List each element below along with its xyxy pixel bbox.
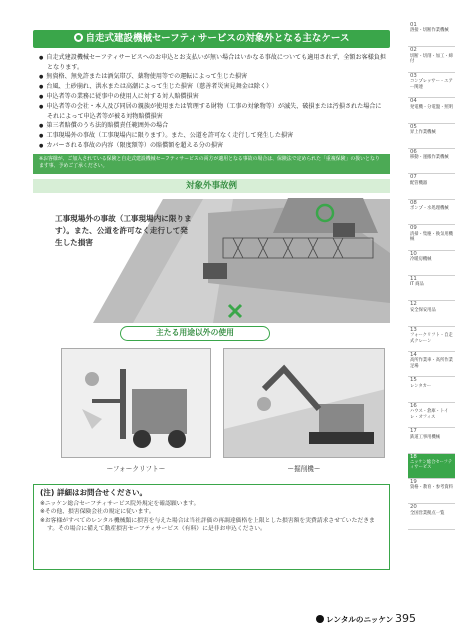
brand-text: レンタルのニッケン [326,615,394,624]
forklift-panel [61,348,211,458]
list-item: ● 無資格、無免許または酒気帯び、薬物使用等での運転によって生じた損害 [39,72,386,82]
list-item: ● 工事現場外の事故（工事現場内に限ります）。また、公道を許可なく走行して発生した損害 [39,131,386,141]
sidebar-item-04[interactable]: 04 発電機・分電盤・照明 [408,98,455,123]
logo-dot-icon [316,615,324,623]
contact-line: ※その他、損害保険会社の規定に従います。 [40,509,155,516]
excavator-label: ー掘削機ー [287,465,321,473]
sidebar-item-13[interactable]: 13 フォークリフト・自走式クレーン [408,327,455,352]
sidebar-item-05[interactable]: 05 昇上作業機械 [408,124,455,149]
sidebar-item-11[interactable]: 11 IT 商品 [408,276,455,301]
sidebar-item-12[interactable]: 12 安全保安用品 [408,301,455,326]
example-caption: 工事現場外の事故（工事現場内に限ります）。また、公道を許可なく走行して発生した損害 [55,214,192,247]
sidebar-item-20[interactable]: 20 全国営業拠点一覧 [408,504,455,529]
excavator-illustration [224,349,385,458]
list-item: ● カバーされる事故の内容（限度額等）の賠償額を超える分の損害 [39,141,386,151]
insurance-note: ※お客様が、ご加入されている保険と自走式建設機械セーフティサービスの両方が適用となる事故の場合は、保険法で定められた「重複保険」の扱いとなります事、予めご了承ください。 [33,154,390,174]
sidebar-item-06[interactable]: 06 移動・運搬作業機械 [408,149,455,174]
sidebar-item-01[interactable]: 01 溶接・切断作業機械 [408,22,455,47]
list-item: ● 自走式建設機械セーフティサービスへのお申込とお支払いが無い場合はいかなる事故についても適用されず、全額お客様負担となります。 [39,53,386,72]
contact-box [33,484,390,570]
contact-line: ※お客様がすべてのレンタル機械類に損害を与えた場合は当社評価の再調達価格を上限とした損害額を実費請求させていただきます。その場合に備えて動産損害セーフティサービス（有料）に是非お申込ください。 [40,517,375,533]
contact-heading: (注) 詳細はお問合せください。 [40,488,147,497]
forklift-illustration [62,349,211,458]
sidebar-item-19[interactable]: 19 資格・教育・参考資料 [408,479,455,504]
sidebar-item-18[interactable]: 18 ニッケン総合セーフティサービス [408,454,455,479]
contact-line: ※ニッケン総合セーフティサービス院外規定を確認願います。 [40,500,200,507]
page-number: 395 [395,612,416,625]
road-illustration [33,193,390,325]
section-title-text: 自走式建設機械セーフティサービスの対象外となる主なケース [85,33,350,44]
sidebar-item-15[interactable]: 15 レンタカー [408,377,455,402]
list-item: ● 申込者等の会社・本人及び同居の親族が使用または管理する財物（工事の対象物等）が滅失、破損または汚損された場合にそれによって申込者等が被る対物賠償損害 [39,102,386,121]
sidebar-item-02[interactable]: 02 切断・切削・加工・締付 [408,47,455,72]
usage-panels [33,348,390,478]
sidebar-item-07[interactable]: 07 配管機器 [408,174,455,199]
bullet-mark-icon [74,33,83,42]
list-item: ● 申込者等の業務に従事中の使用人に対する対人賠償損害 [39,92,386,102]
exclusion-list [33,48,390,151]
sidebar-item-03[interactable]: 03 コンプレッサー・エアー関連 [408,73,455,98]
forklift-label: ーフォークリフトー [106,465,166,473]
example-heading: 対象外事故例 [33,179,390,193]
list-item: ● 台風、土砂崩れ、洪水または高潮によって生じた損害（慈善者災害見舞金は除く） [39,82,386,92]
sidebar-item-17[interactable]: 17 鉄道工事用機械 [408,428,455,453]
excavator-panel [223,348,385,458]
usage-heading: 主たる用途以外の使用 [120,326,270,341]
sidebar-item-08[interactable]: 08 ポンプ・水処理機械 [408,200,455,225]
sidebar-item-14[interactable]: 14 高所作業車・高所作業足場 [408,352,455,377]
list-item: ● 第三者賠償のうち法的賠償責任範囲外の場合 [39,121,386,131]
sidebar-item-16[interactable]: 16 ハウス・倉庫・トイレ・オフィス [408,403,455,428]
brand-logo [316,614,393,625]
section-title [33,30,390,48]
sidebar-item-09[interactable]: 09 清掃・集塵・換気用機械 [408,225,455,250]
sidebar-item-10[interactable]: 10 冷暖房機械 [408,251,455,276]
category-sidebar [408,22,455,602]
